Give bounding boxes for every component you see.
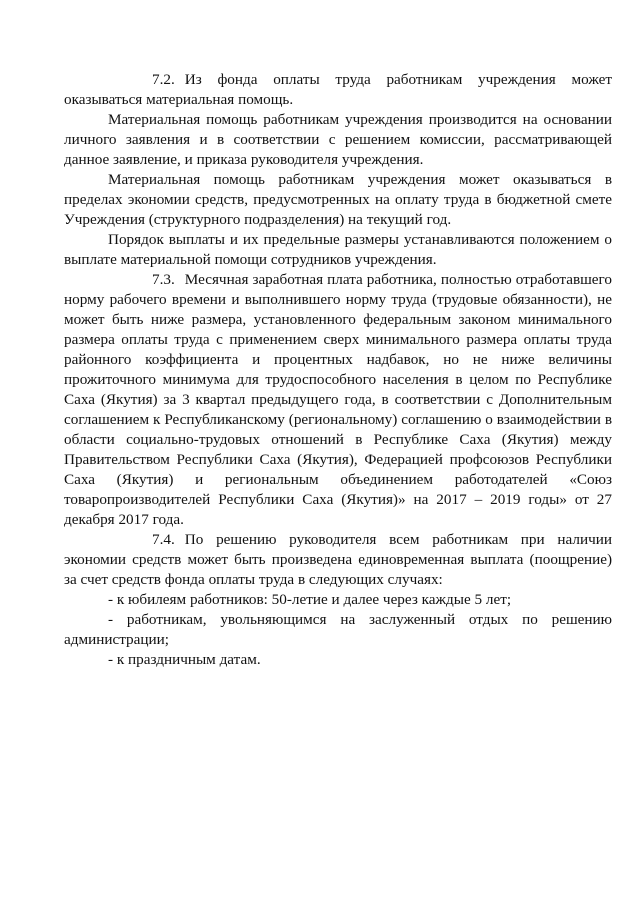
list-item-holidays: - к праздничным датам. <box>108 651 261 668</box>
paragraph-7-2 <box>64 70 612 110</box>
list-item-retirement: - работникам, увольняющимся на заслуженный отдых по решению администрации; <box>64 611 612 648</box>
paragraph-text: По решению руководителя всем работникам при наличии экономии средств может быть произведена единовременная выплата (поощрение) за счет средств фонда оплаты труда в следующих случаях: <box>64 531 612 588</box>
paragraph-7-4 <box>64 530 612 590</box>
paragraph-text: Месячная заработная плата работника, полностью отработавшего норму рабочего времени и выполнившего норму труда (трудовые обязанности), не может быть ниже размера, установленного федеральным законом минимального размера оплаты труда с применением сверх минимального размера оплаты труда районного коэффициента и процентных надбавок, но не ниже величины прожиточного минимума для трудоспособного населения в целом по Республике Саха (Якутия) за 3 квартал предыдущего года, в соответствии с Дополнительным соглашением к Республиканскому (региональному) соглашению о взаимодействии в области социально-трудовых отношений в Республике Саха (Якутия) между Правительством Республики Саха (Якутия), Федерацией профсоюзов Республики Саха (Якутия) и региональным объединением работодателей «Союз товаропроизводителей Республики Саха (Якутия)» на 2017 – 2019 годы» от 27 декабря 2017 года. <box>64 271 612 528</box>
paragraph-text: Из фонда оплаты труда работникам учреждения может оказываться материальная помощь. <box>64 71 612 108</box>
paragraph-text: Материальная помощь работникам учреждения может оказываться в пределах экономии средств, предусмотренных на оплату труда в бюджетной смете Учреждения (структурного подразделения) на текущий год. <box>64 171 612 228</box>
paragraph-material-aid-basis <box>64 110 612 170</box>
document-page <box>64 70 612 670</box>
paragraph-payment-procedure <box>64 230 612 270</box>
list-item-anniversaries: - к юбилеям работников: 50-летие и далее через каждые 5 лет; <box>108 591 512 608</box>
section-number: 7.3. <box>152 271 175 288</box>
paragraph-7-3 <box>64 270 612 530</box>
paragraph-text: Порядок выплаты и их предельные размеры устанавливаются положением о выплате материальной помощи сотрудников учреждения. <box>64 231 612 268</box>
section-number: 7.2. <box>152 71 175 88</box>
paragraph-material-aid-limits <box>64 170 612 230</box>
section-number: 7.4. <box>152 531 175 548</box>
paragraph-text: Материальная помощь работникам учреждения производится на основании личного заявления и в соответствии с решением комиссии, рассматривающей данное заявление, и приказа руководителя учреждения. <box>64 111 612 168</box>
